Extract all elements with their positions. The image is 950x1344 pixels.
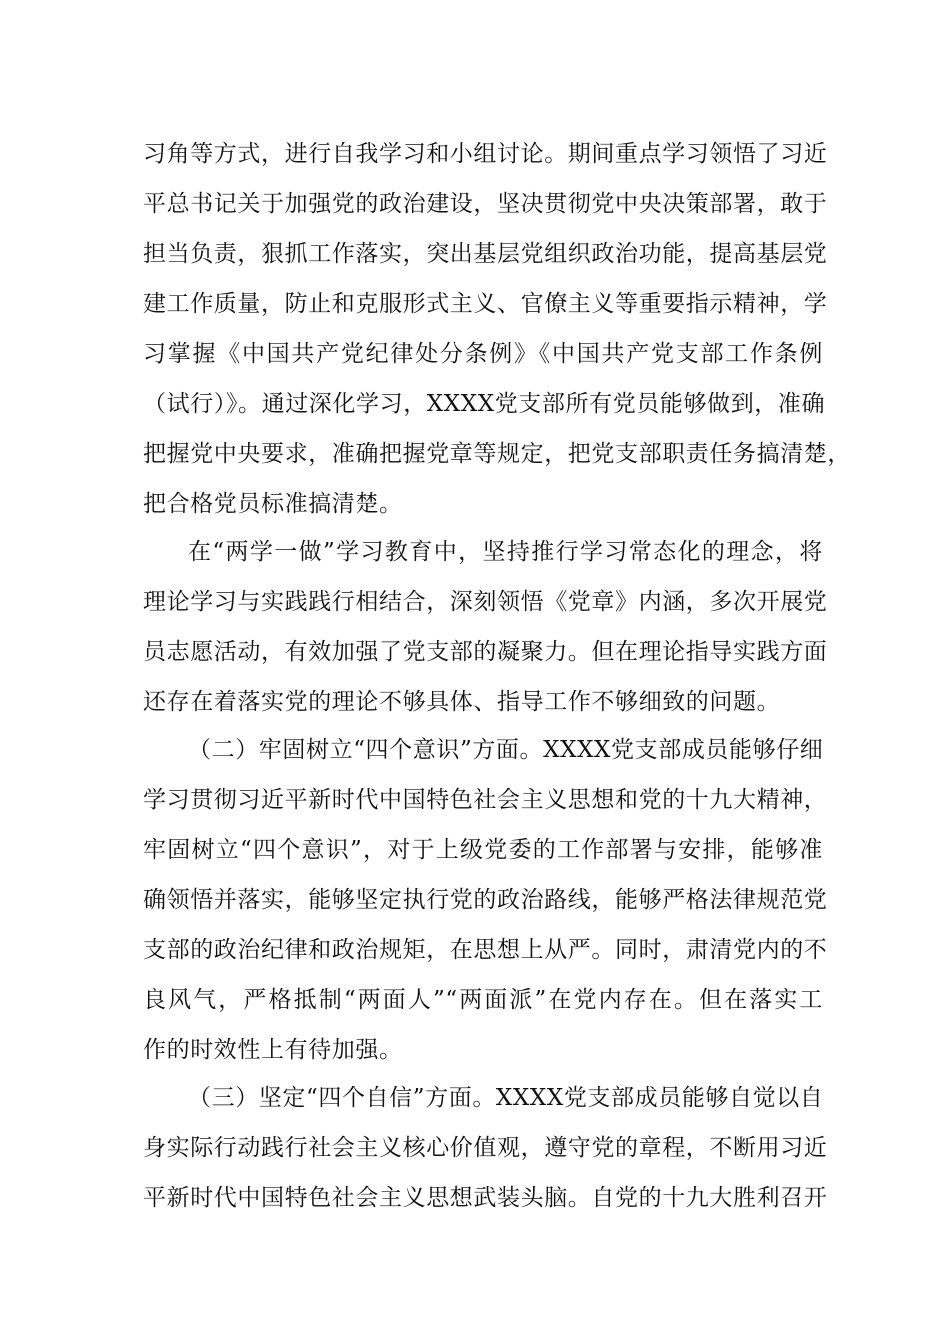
text-line: 作的时效性上有待加强。 <box>143 1037 403 1063</box>
text-line: 建工作质量，防止和克服形式主义、官僚主义等重要指示精神，学 <box>143 291 828 317</box>
text-line: 平总书记关于加强党的政治建设，坚决贯彻党中央决策部署，敢于 <box>143 191 828 217</box>
text-line: 学习贯彻习近平新时代中国特色社会主义思想和党的十九大精神， <box>143 787 828 813</box>
text-line: 身实际行动践行社会主义核心价值观，遵守党的章程，不断用习近 <box>143 1135 828 1161</box>
text-line: 员志愿活动，有效加强了党支部的凝聚力。但在理论指导实践方面 <box>143 639 828 665</box>
section-heading-line: （二）牢固树立“四个意识”方面。XXXX党支部成员能够仔细 <box>188 737 824 763</box>
text-line: 平新时代中国特色社会主义思想武装头脑。自党的十九大胜利召开 <box>143 1185 828 1211</box>
text-line: （试行）》。通过深化学习，XXXX党支部所有党员能够做到，准确 <box>143 391 826 417</box>
text-line: 还存在着落实党的理论不够具体、指导工作不够细致的问题。 <box>143 689 781 715</box>
text-line: 支部的政治纪律和政治规矩，在思想上从严。同时，肃清党内的不 <box>143 937 828 963</box>
text-line: 习角等方式，进行自我学习和小组讨论。期间重点学习领悟了习近 <box>143 141 828 167</box>
section-heading-line: （三）坚定“四个自信”方面。XXXX党支部成员能够自觉以自 <box>188 1085 824 1111</box>
text-line: 习掌握《中国共产党纪律处分条例》《中国共产党支部工作条例 <box>143 341 823 367</box>
paragraph-first-line: 在“两学一做”学习教育中，坚持推行学习常态化的理念，将 <box>188 539 823 565</box>
text-line: 担当负责，狠抓工作落实，突出基层党组织政治功能，提高基层党 <box>143 241 828 267</box>
text-line: 牢固树立“四个意识”，对于上级党委的工作部署与安排，能够准 <box>143 837 823 863</box>
text-line: 确领悟并落实，能够坚定执行党的政治路线，能够严格法律规范党 <box>143 887 828 913</box>
text-line: 理论学习与实践践行相结合，深刻领悟《党章》内涵，多次开展党 <box>143 589 828 615</box>
text-line: 把握党中央要求，准确把握党章等规定，把党支部职责任务搞清楚， <box>143 441 851 467</box>
text-line: 把合格党员标准搞清楚。 <box>143 491 403 517</box>
text-line: 良风气，严格抵制“两面人”“两面派”在党内存在。但在落实工 <box>143 987 823 1013</box>
